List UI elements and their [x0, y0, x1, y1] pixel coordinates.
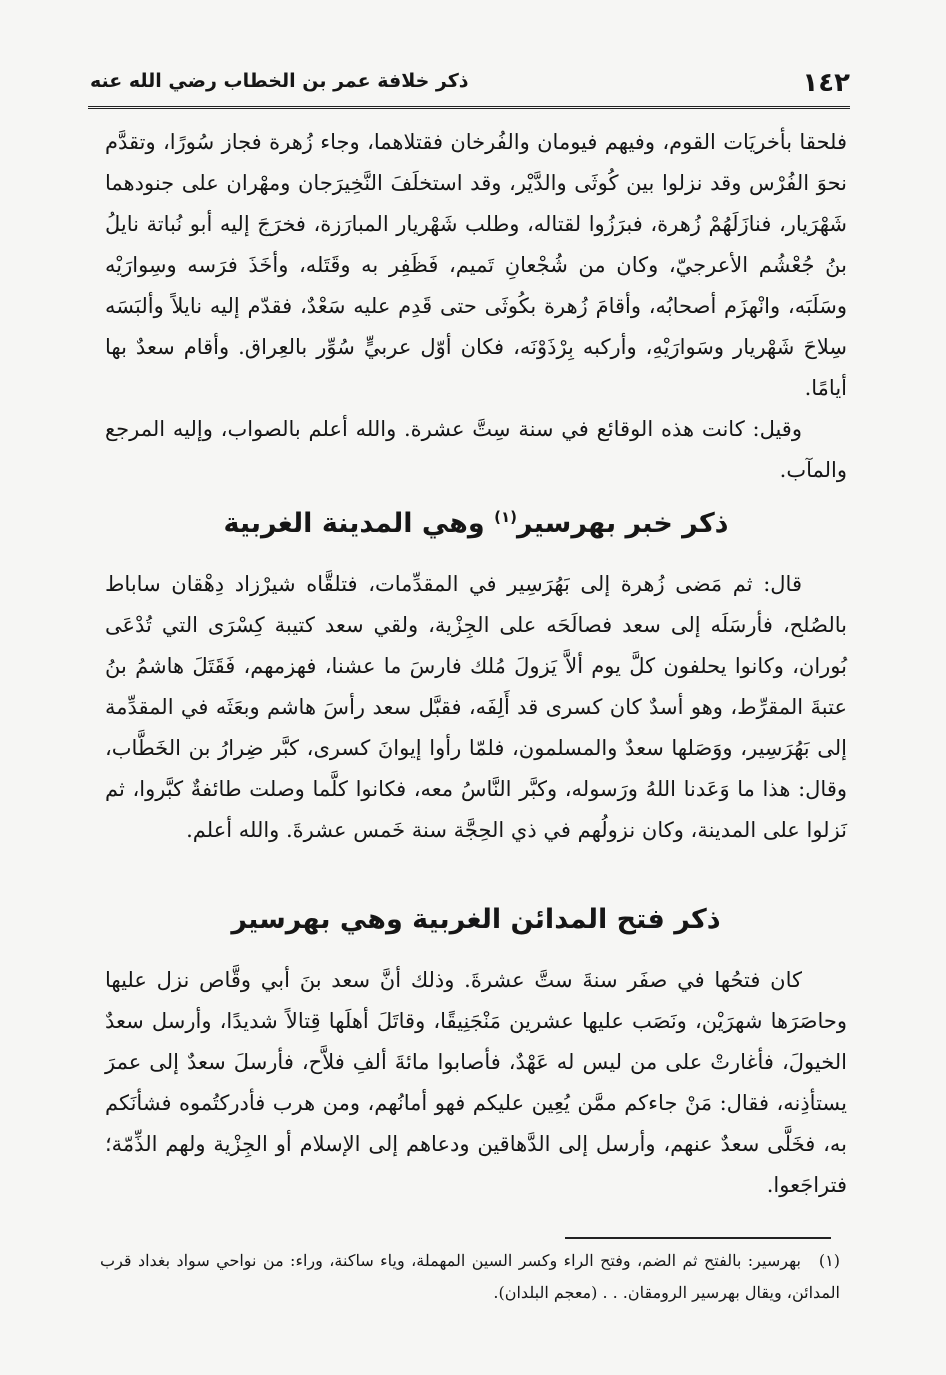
- section3-text: [105, 960, 847, 1206]
- section2-heading-suffix: وهي المدينة الغربية: [223, 508, 485, 539]
- section2-paragraph: قال: ثم مَضى زُهرة إلى بَهُرَسِير في المقدِّمات، فتلقَّاه شيرْزاد دِهْقان ساباط بالصُلح، فأرسَلَه إلى سعد فصالَحَه على الجِزْية، ولقي سعد كتيبة كِسْرَى التي تُدْعَى بُوران، وكانوا يحلفون كلَّ يوم ألاَّ يَزولَ مُلك فارسَ ما عشنا، فهزمهم، فَقَتَلَ هاشمُ بنُ عتبةَ المقرِّط، وهو أسدٌ كان كسرى قد أَلِفَه، فقبَّل سعد رأسَ هاشم وبعَثَه في المقدِّمة إلى بَهُرَسِير، ووَصَلها سعدٌ والمسلمون، فلمّا رأوا إيوانَ كسرى، كبَّر ضِرارُ بن الخَطَّاب، وقال: هذا ما وَعَدنا اللهُ ورَسوله، وكبَّر النَّاسُ معه، فكانوا كلَّما وصلت طائفةٌ كبَّروا، ثم نَزلوا على المدينة، وكان نزولُهم في ذي الحِجَّة سنة خَمس عشرةَ. والله أعلم.: [105, 572, 847, 842]
- section3-heading-text: ذكر فتح المدائن الغربية وهي بهرسير: [231, 904, 721, 935]
- section3-heading: [105, 904, 847, 935]
- section1-paragraph1: فلحقا بأخريَات القوم، وفيهم فيومان والفُرخان فقتلاهما، وجاء زُهرة فجاز سُورًا، وتقدَّم نحوَ الفُرْس وقد نزلوا بين كُوثَى والدَّيْر، وقد استخلَفَ النَّخِيرَجان ومهْران على جنودهما شَهْرَيار، فنازَلَهُمْ زُهرة، فبرَزُوا لقتاله، وطلب شَهْريار المبارَزة، فخرَجَ إليه أبو نُباتة نايلُ بنُ جُعْشُم الأعرجيّ، وكان من شُجْعانِ تَميم، فَظَفِر به وقَتَله، وأخَذَ فرَسه وسِوارَيْه وسَلَبَه، وانْهزَم أصحابُه، وأقامَ زُهرة بكُوثَى حتى قَدِم عليه سَعْدٌ، فقدّم إليه نايلاً وألبَسَه سِلاحَ شَهْريار وسَوارَيْهِ، وأركبه بِرْذَوْنَه، فكان أوّل عربيٍّ سُوِّر بالعِراق. وأقام سعدٌ بها أيامًا.: [105, 130, 847, 400]
- section2-heading: [105, 508, 847, 539]
- footnote-rule: [565, 1237, 831, 1239]
- section2-text: [105, 564, 847, 851]
- section1-text: [105, 122, 847, 491]
- footnote-text: بهرسير: بالفتح ثم الضم، وفتح الراء وكسر السين المهملة، وياء ساكنة، وراء: من نواحي سواد بغداد قرب المدائن، ويقال بهرسير الرومقان. . . (معجم البلدان).: [100, 1251, 840, 1302]
- footnote: [100, 1245, 840, 1309]
- header-rule: [88, 106, 850, 109]
- footnote-reference[interactable]: (١): [494, 508, 517, 526]
- footnote-marker: (١): [818, 1251, 840, 1270]
- section1-paragraph2: وقيل: كانت هذه الوقائع في سنة سِتَّ عشرة. والله أعلم بالصواب، وإليه المرجع والمآب.: [105, 417, 847, 482]
- section3-paragraph: كان فتحُها في صفَر سنةَ ستَّ عشرةَ. وذلك أنَّ سعد بنَ أبي وقَّاص نزل عليها وحاصَرَها شهرَيْن، ونَصَب عليها عشرين مَنْجَنِيقًا، وقاتَلَ أهلَها قِتالاً شديدًا، وأرسل سعدٌ الخيولَ، فأغارتْ على من ليس له عَهْدٌ، فأصابوا مائةَ ألفِ فلاَّح، فأرسلَ سعدٌ إلى عمرَ يستأذِنه، فقال: مَنْ جاءكم ممَّن يُعِين عليكم فهو أمانُهم، ومن هرب فأدركتُموه فشأنَكم به، فخَلَّى سعدٌ عنهم، وأرسل إلى الدَّهاقين ودعاهم إلى الإسلام أو الجِزْية ولهم الذِّمّة؛ فتراجَعوا.: [105, 968, 847, 1197]
- section2-heading-text: ذكر خبر بهرسير: [516, 508, 729, 539]
- page-header: [90, 60, 850, 104]
- running-title: ذكر خلافة عمر بن الخطاب رضي الله عنه: [90, 70, 469, 92]
- page-number: ١٤٢: [802, 68, 850, 98]
